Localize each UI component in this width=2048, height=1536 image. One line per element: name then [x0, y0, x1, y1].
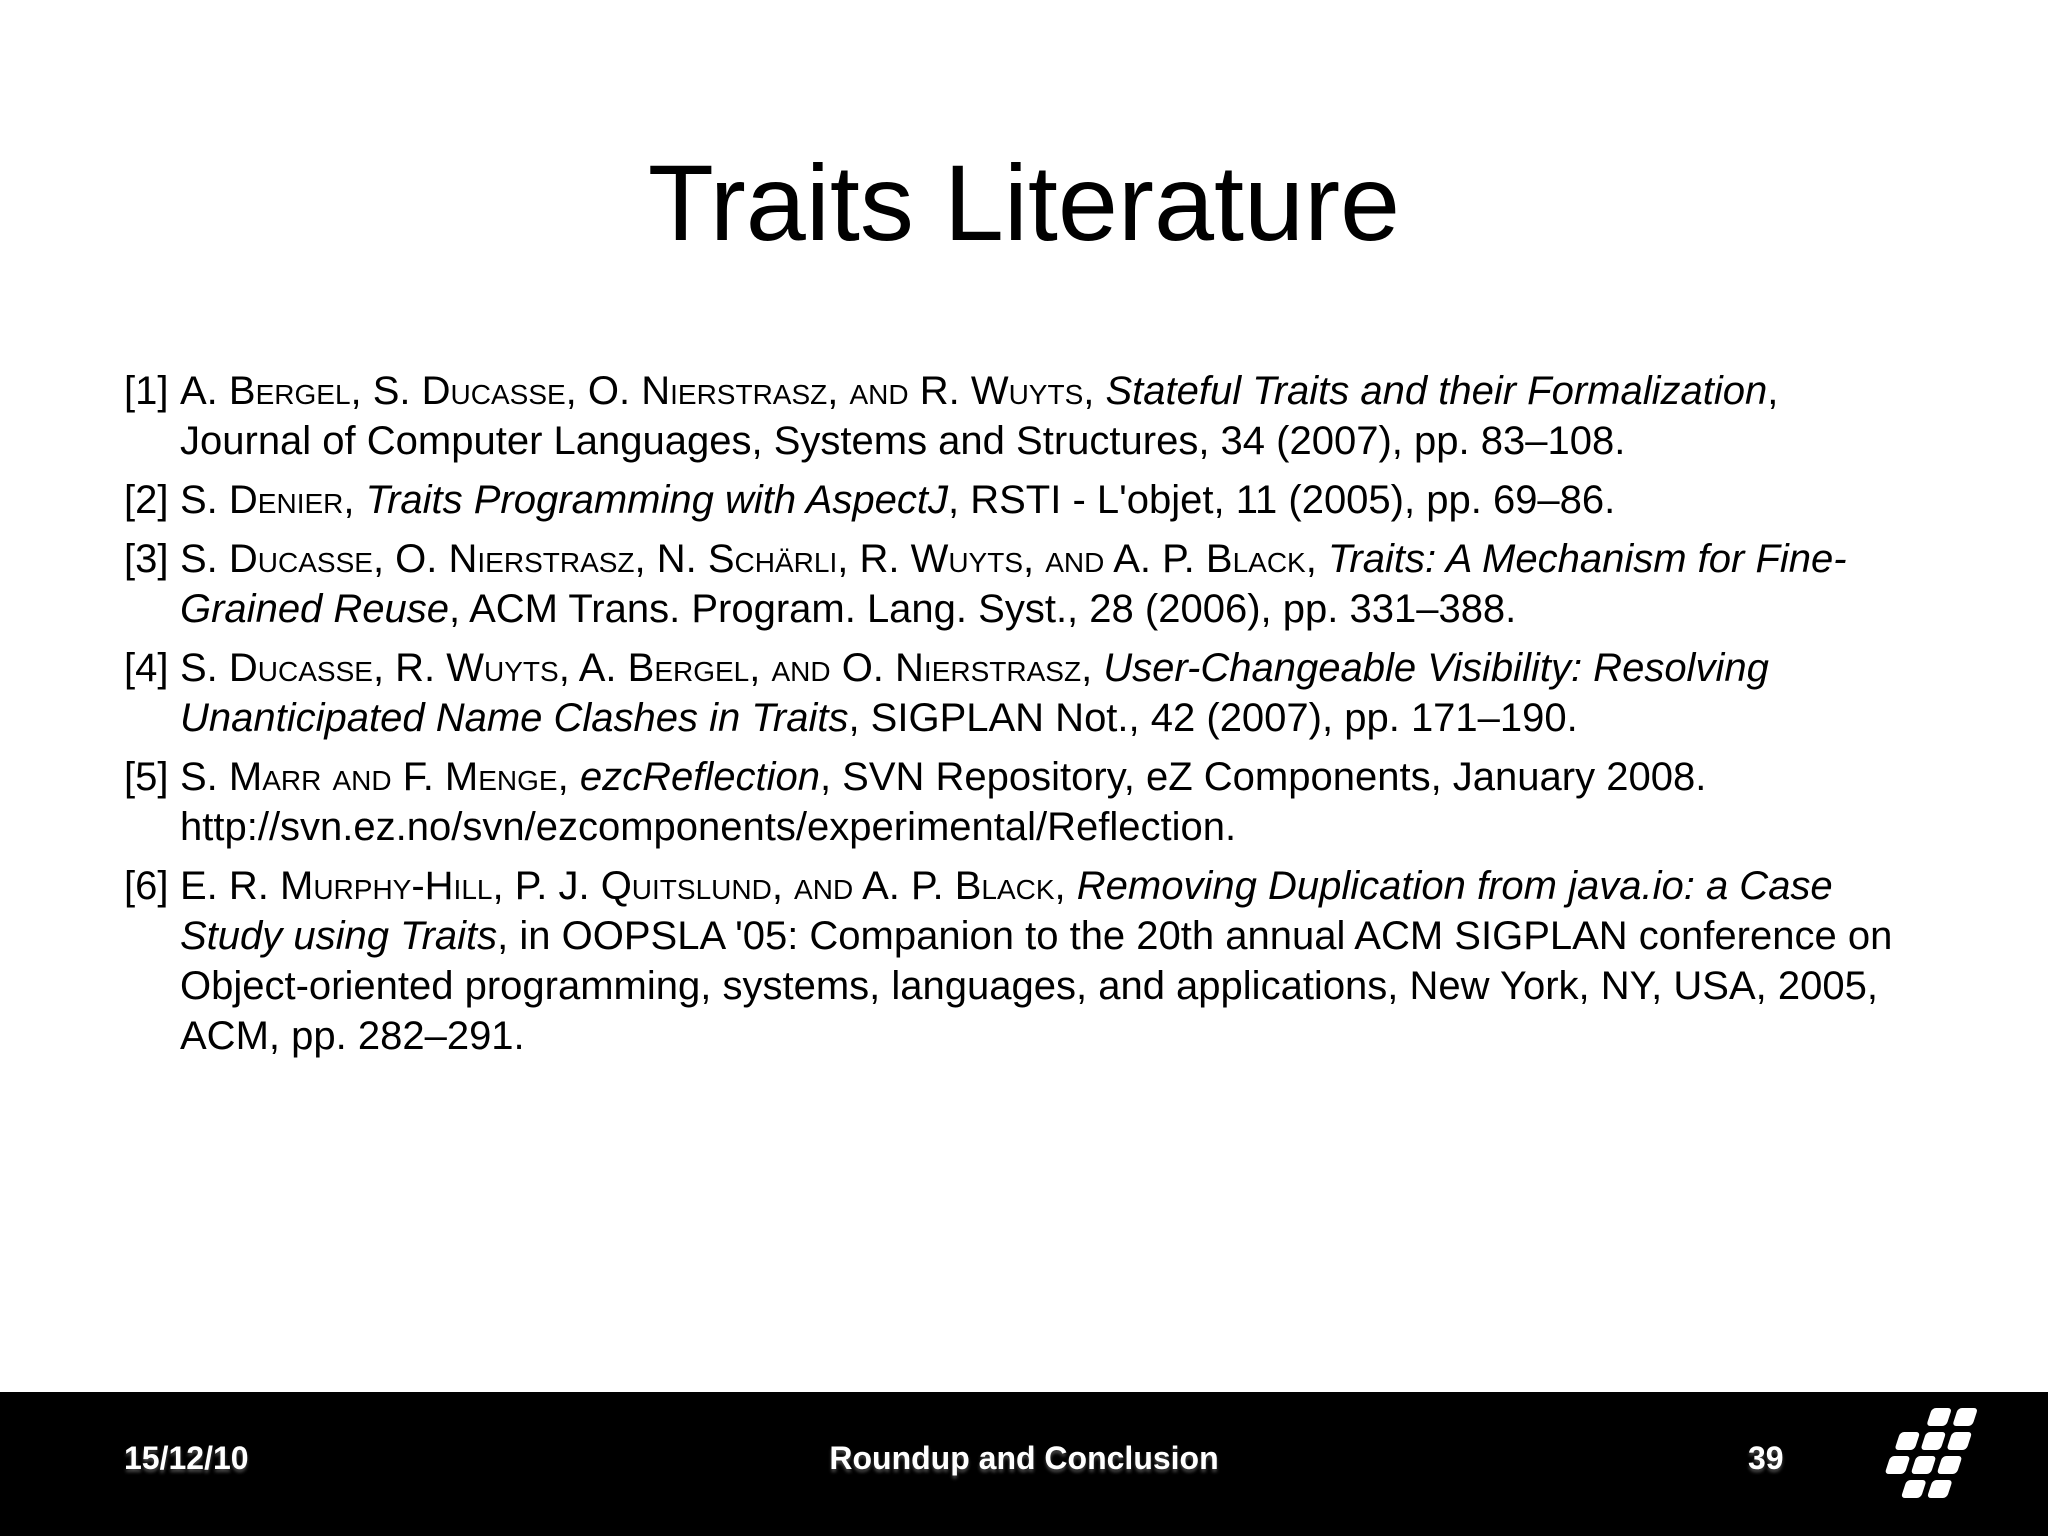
reference-authors: S. Denier — [180, 478, 344, 522]
reference-title: Traits: A Mechanism for Fine-Grained Reuse — [180, 537, 1847, 631]
page-number: 39 — [1748, 1440, 1784, 1476]
reference-authors: S. Ducasse, O. Nierstrasz, N. Schärli, R. Wuyts, and A. P. Black — [180, 537, 1306, 581]
reference-number: [2] — [124, 478, 169, 522]
reference-item: [4] S. Ducasse, R. Wuyts, A. Bergel, and O. Nierstrasz, User-Changeable Visibility: Resolving Unanticipated Name Clashes in Traits, SIGPLAN Not., 42 (2007), pp. 171–190. — [124, 643, 1904, 743]
vub-logo-icon — [1872, 1402, 1990, 1520]
footer-topic: Roundup and Conclusion — [829, 1440, 1219, 1476]
reference-item: [1] A. Bergel, S. Ducasse, O. Nierstrasz, and R. Wuyts, Stateful Traits and their Formalization, Journal of Computer Languages, Systems and Structures, 34 (2007), pp. 83–108. — [124, 366, 1904, 466]
reference-title: Stateful Traits and their Formalization — [1105, 369, 1768, 413]
reference-details: , in OOPSLA '05: Companion to the 20th annual ACM SIGPLAN conference on Object-oriented programming, systems, languages, and applications, New York, NY, USA, 2005, ACM, pp. 282–291. — [180, 914, 1893, 1058]
reference-number: [3] — [124, 537, 169, 581]
reference-item: [2] S. Denier, Traits Programming with AspectJ, RSTI - L'objet, 11 (2005), pp. 69–86. — [124, 475, 1904, 525]
reference-title: ezcReflection — [579, 755, 820, 799]
reference-authors: S. Marr and F. Menge — [180, 755, 558, 799]
reference-number: [1] — [124, 369, 169, 413]
reference-number: [4] — [124, 646, 169, 690]
reference-item: [5] S. Marr and F. Menge, ezcReflection, SVN Repository, eZ Components, January 2008. http://svn.ez.no/svn/ezcomponents/experimental/Reflection. — [124, 752, 1904, 852]
reference-number: [6] — [124, 864, 169, 908]
reference-authors: E. R. Murphy-Hill, P. J. Quitslund, and A. P. Black — [180, 864, 1055, 908]
reference-list — [124, 366, 1904, 1070]
footer-date: 15/12/10 — [124, 1440, 249, 1476]
reference-authors: S. Ducasse, R. Wuyts, A. Bergel, and O. Nierstrasz — [180, 646, 1082, 690]
footer-bar — [0, 1392, 2048, 1536]
reference-item: [3] S. Ducasse, O. Nierstrasz, N. Schärli, R. Wuyts, and A. P. Black, Traits: A Mechanism for Fine-Grained Reuse, ACM Trans. Program. Lang. Syst., 28 (2006), pp. 331–388. — [124, 534, 1904, 634]
reference-title: Removing Duplication from java.io: a Case Study using Traits — [180, 864, 1833, 958]
reference-authors: A. Bergel, S. Ducasse, O. Nierstrasz, and R. Wuyts — [180, 369, 1084, 413]
reference-title: Traits Programming with AspectJ — [365, 478, 948, 522]
reference-item: [6] E. R. Murphy-Hill, P. J. Quitslund, and A. P. Black, Removing Duplication from java.io: a Case Study using Traits, in OOPSLA '05: Companion to the 20th annual ACM SIGPLAN conference on Object-oriented programming, systems, languages, and applications, New York, NY, USA, 2005, ACM, pp. 282–291. — [124, 861, 1904, 1061]
reference-number: [5] — [124, 755, 169, 799]
reference-details: , SVN Repository, eZ Components, January 2008. http://svn.ez.no/svn/ezcomponents/experimental/Reflection. — [180, 755, 1707, 849]
slide-title: Traits Literature — [647, 142, 1401, 263]
reference-title: User-Changeable Visibility: Resolving Unanticipated Name Clashes in Traits — [180, 646, 1769, 740]
reference-details: , Journal of Computer Languages, Systems and Structures, 34 (2007), pp. 83–108. — [180, 369, 1779, 463]
reference-details: , ACM Trans. Program. Lang. Syst., 28 (2006), pp. 331–388. — [449, 587, 1517, 631]
reference-details: , SIGPLAN Not., 42 (2007), pp. 171–190. — [848, 696, 1578, 740]
reference-details: , RSTI - L'objet, 11 (2005), pp. 69–86. — [948, 478, 1616, 522]
